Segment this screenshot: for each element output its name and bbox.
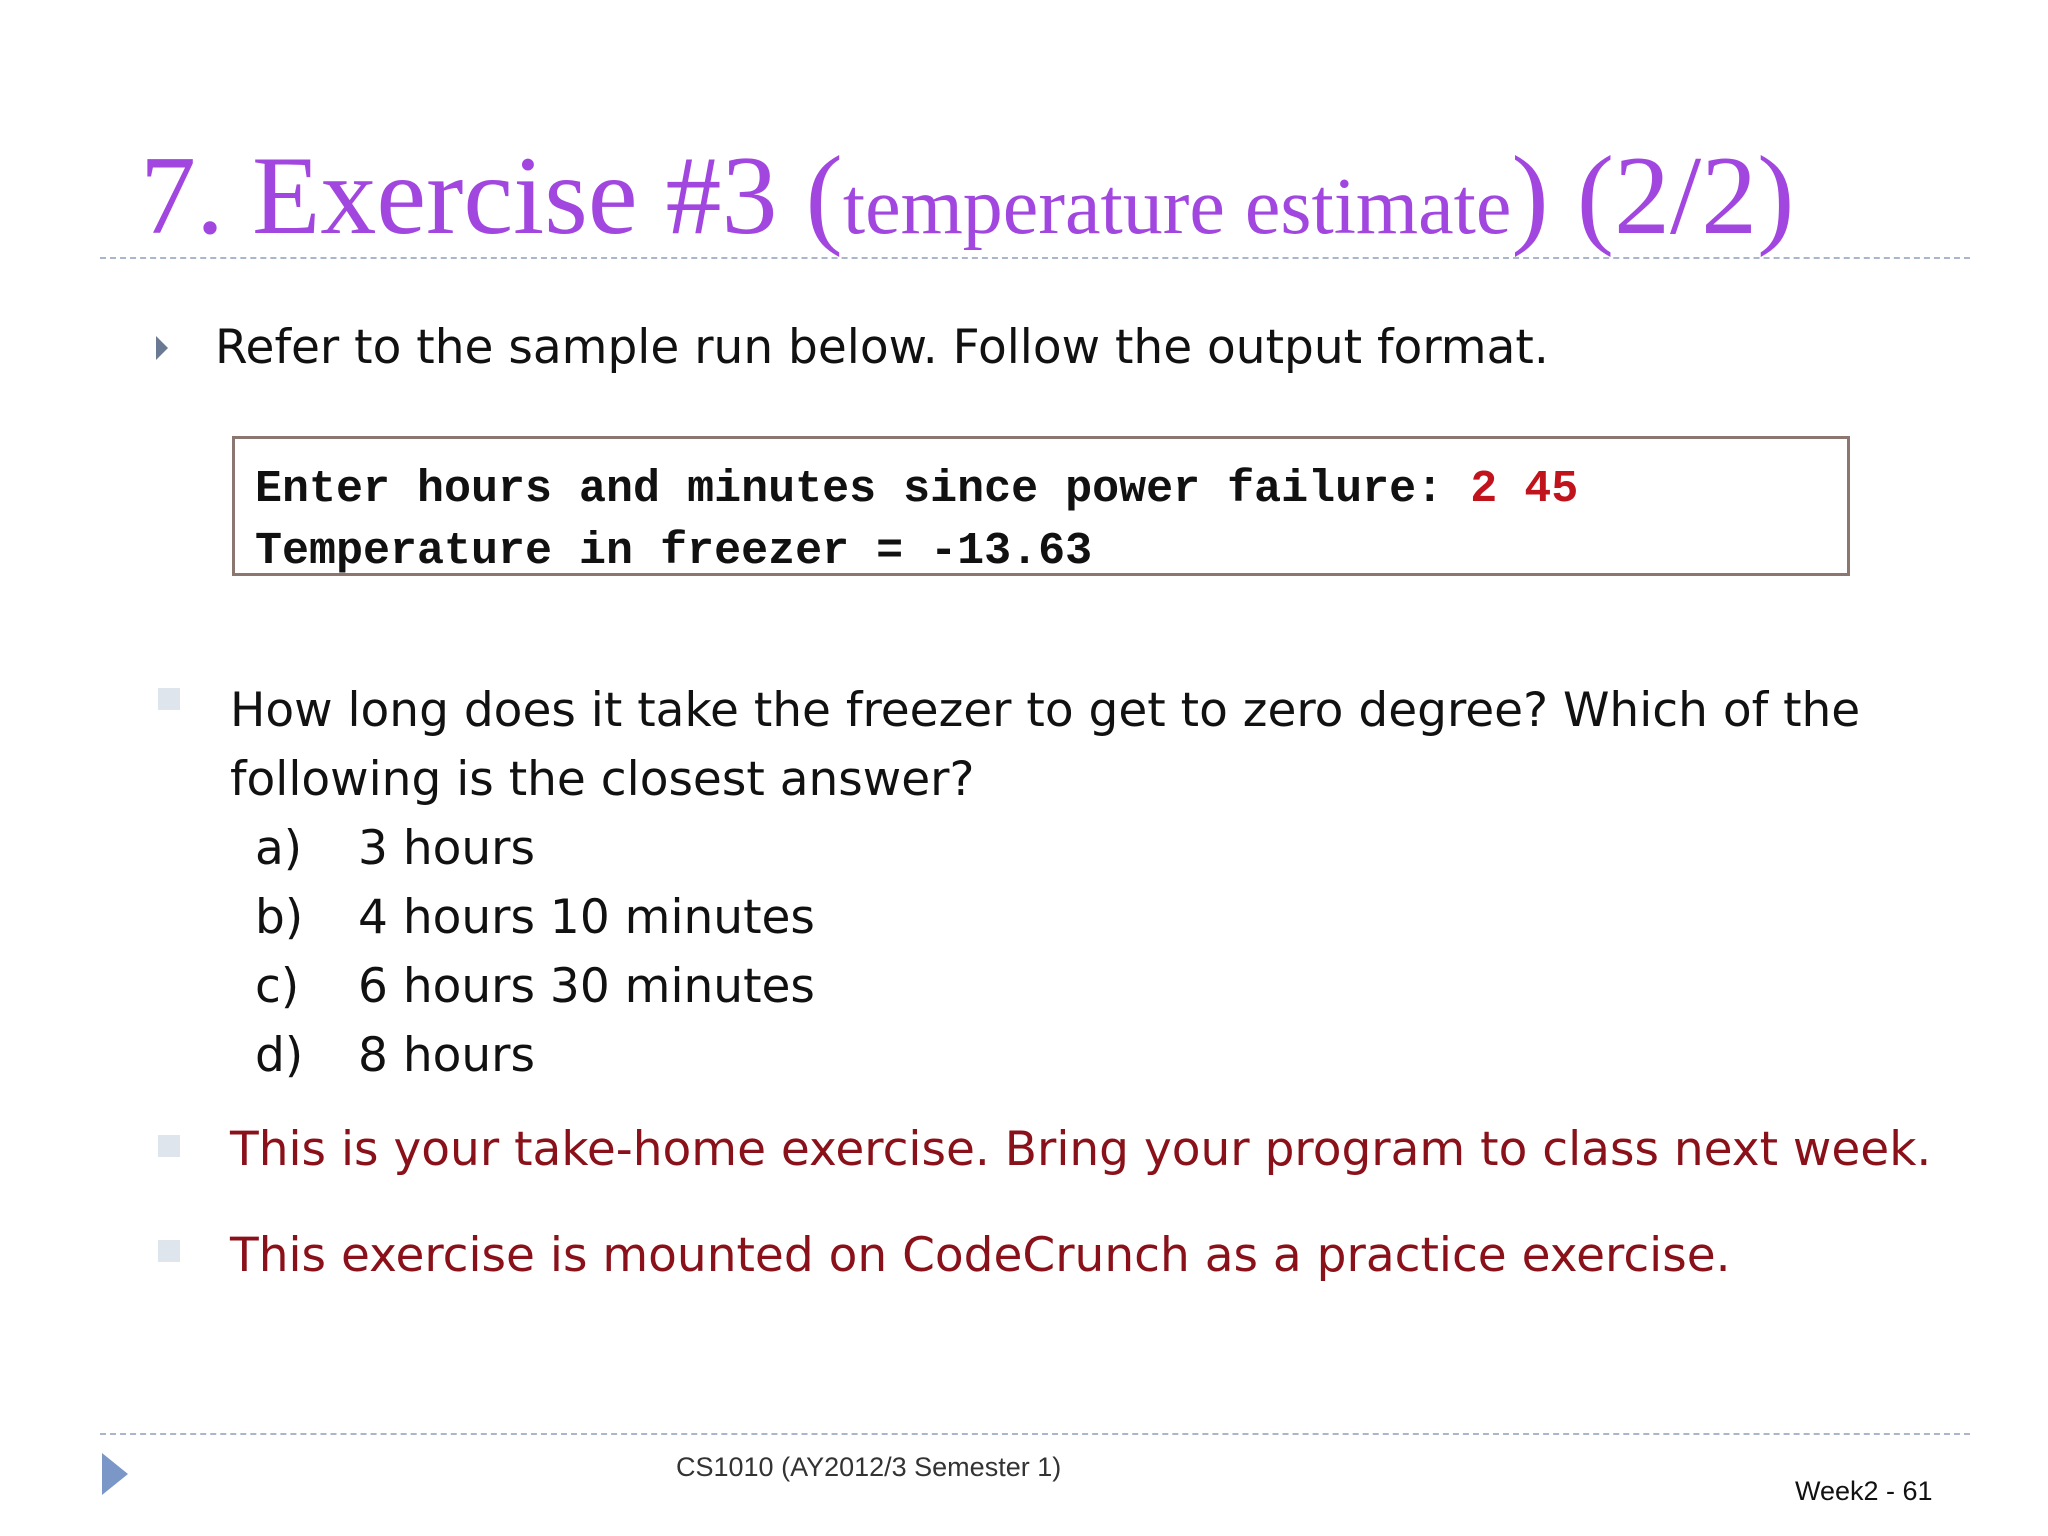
title-divider bbox=[100, 257, 1970, 259]
option-d bbox=[255, 1021, 815, 1090]
title-subtitle: temperature estimate bbox=[842, 163, 1512, 251]
option-letter: b) bbox=[255, 890, 304, 945]
option-text: 8 hours bbox=[358, 1028, 535, 1083]
sample-run-box bbox=[232, 436, 1850, 576]
sample-user-input: 2 45 bbox=[1470, 464, 1579, 515]
next-slide-icon[interactable] bbox=[102, 1453, 128, 1495]
title-main: 7. Exercise #3 ( bbox=[140, 134, 843, 258]
footer-divider bbox=[100, 1433, 1970, 1435]
intro-text: Refer to the sample run below. Follow the output format. bbox=[215, 320, 1549, 375]
answer-options bbox=[255, 814, 815, 1090]
codecrunch-remark: This exercise is mounted on CodeCrunch as a practice exercise. bbox=[230, 1228, 1731, 1283]
option-letter: d) bbox=[255, 1028, 304, 1083]
option-c bbox=[255, 952, 815, 1021]
option-text: 4 hours 10 minutes bbox=[358, 890, 815, 945]
footer-course: CS1010 (AY2012/3 Semester 1) bbox=[676, 1452, 1062, 1482]
option-letter: c) bbox=[255, 959, 300, 1014]
title-end: ) (2/2) bbox=[1511, 134, 1795, 258]
option-a bbox=[255, 814, 815, 883]
slide-title bbox=[140, 134, 1795, 258]
square-bullet-icon bbox=[158, 1240, 180, 1262]
sample-prompt: Enter hours and minutes since power failure: bbox=[255, 464, 1471, 515]
option-text: 3 hours bbox=[358, 821, 535, 876]
square-bullet-icon bbox=[158, 1135, 180, 1157]
triangle-bullet-icon bbox=[156, 336, 168, 360]
page-number: Week2 - 61 bbox=[1795, 1476, 1933, 1506]
option-b bbox=[255, 883, 815, 952]
option-letter: a) bbox=[255, 821, 303, 876]
take-home-remark: This is your take-home exercise. Bring your program to class next week. bbox=[230, 1122, 1932, 1177]
sample-output: Temperature in freezer = -13.63 bbox=[255, 526, 1093, 577]
square-bullet-icon bbox=[158, 688, 180, 710]
question-text: How long does it take the freezer to get to zero degree? Which of the following is the closest answer? bbox=[230, 683, 1861, 807]
option-text: 6 hours 30 minutes bbox=[358, 959, 815, 1014]
